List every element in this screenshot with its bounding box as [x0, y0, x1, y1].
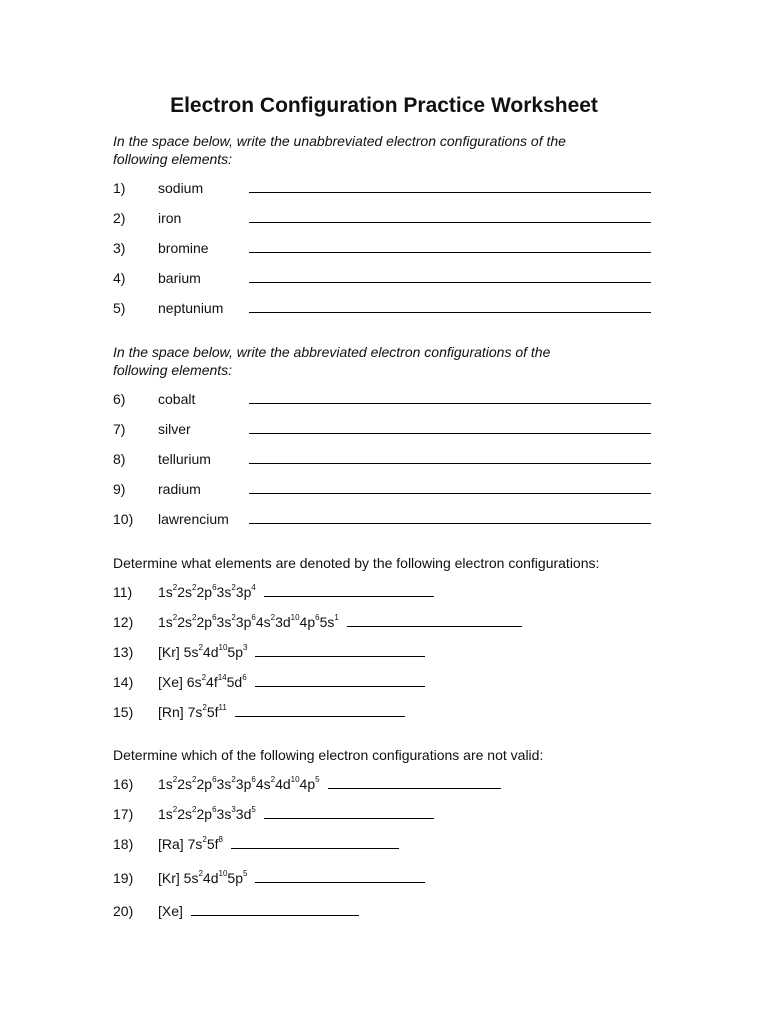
orbital: 2s [177, 776, 193, 792]
electron-count: 2 [198, 643, 203, 653]
question-row [113, 479, 653, 499]
element-name: silver [158, 421, 191, 437]
section2-instruction: In the space below, write the abbreviated electron configurations of the following elements: [113, 344, 551, 378]
orbital: 3s [216, 614, 232, 630]
question-row [113, 268, 653, 288]
electron-count: 6 [212, 583, 217, 593]
question-number: 12) [113, 614, 134, 630]
answer-blank[interactable] [249, 523, 651, 524]
orbital: 3p [235, 614, 252, 630]
orbital: 5s [319, 614, 335, 630]
orbital: 3d [235, 806, 252, 822]
section1-instruction: In the space below, write the unabbreviated electron configurations of the following elements: [113, 133, 566, 167]
page-title: Electron Configuration Practice Worksheet [170, 94, 598, 117]
question-row [113, 901, 653, 921]
question-number: 4) [113, 270, 126, 286]
orbital: [Kr] 5s [158, 870, 199, 886]
orbital: 3s [216, 776, 232, 792]
electron-count: 8 [218, 835, 223, 845]
orbital: [Xe] 6s [158, 674, 202, 690]
electron-count: 3 [242, 643, 248, 653]
answer-blank[interactable] [249, 252, 651, 253]
electron-count: 2 [192, 775, 197, 785]
electron-count: 2 [198, 869, 203, 879]
orbital: 4d [202, 870, 219, 886]
electron-configuration [158, 702, 405, 722]
orbital: 5d [226, 674, 243, 690]
electron-configuration [158, 834, 399, 854]
orbital: 5f [206, 704, 219, 720]
orbital: 1s [158, 584, 173, 600]
orbital: [Xe] [158, 903, 183, 919]
orbital: [Rn] 7s [158, 704, 203, 720]
electron-count: 2 [231, 775, 236, 785]
question-row [113, 612, 653, 632]
orbital: 2p [196, 806, 213, 822]
orbital: 4p [299, 776, 316, 792]
electron-count: 6 [212, 805, 217, 815]
electron-count: 6 [251, 775, 256, 785]
electron-configuration [158, 672, 425, 692]
orbital: 2s [177, 614, 193, 630]
electron-count: 3 [231, 805, 236, 815]
question-row [113, 834, 653, 854]
electron-count: 2 [192, 583, 197, 593]
answer-blank[interactable] [249, 312, 651, 313]
section3-instruction: Determine what elements are denoted by the following electron configurations: [113, 555, 600, 571]
electron-configuration [158, 774, 501, 794]
orbital: [Kr] 5s [158, 644, 199, 660]
answer-blank[interactable] [249, 192, 651, 193]
electron-count: 2 [270, 613, 276, 623]
question-number: 3) [113, 240, 126, 256]
question-number: 20) [113, 903, 134, 919]
answer-blank[interactable] [255, 644, 425, 657]
electron-count: 2 [192, 805, 197, 815]
question-row [113, 389, 653, 409]
question-row [113, 702, 653, 722]
answer-blank[interactable] [249, 433, 651, 434]
answer-blank[interactable] [231, 836, 399, 849]
electron-count: 14 [217, 673, 227, 683]
orbital: 5p [227, 870, 243, 886]
answer-blank[interactable] [328, 776, 501, 789]
orbital: 4p [299, 614, 316, 630]
orbital: 3p [235, 776, 252, 792]
orbital: 4s [255, 776, 271, 792]
answer-blank[interactable] [255, 674, 425, 687]
question-number: 5) [113, 300, 126, 316]
element-name: cobalt [158, 391, 196, 407]
electron-count: 11 [218, 703, 227, 713]
question-number: 7) [113, 421, 126, 437]
electron-configuration [158, 804, 434, 824]
answer-blank[interactable] [347, 614, 522, 627]
question-row [113, 868, 653, 888]
orbital: 4s [255, 614, 271, 630]
electron-count: 2 [172, 583, 178, 593]
orbital: 3p [235, 584, 252, 600]
electron-configuration [158, 642, 425, 662]
answer-blank[interactable] [249, 282, 651, 283]
electron-count: 5 [242, 869, 248, 879]
electron-configuration [158, 901, 359, 921]
orbital: 2p [196, 614, 213, 630]
section4-instruction: Determine which of the following electron configurations are not valid: [113, 747, 544, 763]
question-number: 11) [113, 584, 133, 600]
orbital: 1s [158, 776, 173, 792]
electron-count: 6 [251, 613, 256, 623]
answer-blank[interactable] [249, 493, 651, 494]
question-number: 15) [113, 704, 134, 720]
element-name: bromine [158, 240, 209, 256]
question-number: 6) [113, 391, 126, 407]
element-name: lawrencium [158, 511, 229, 527]
element-name: radium [158, 481, 201, 497]
answer-blank[interactable] [249, 463, 651, 464]
orbital: 3s [216, 584, 232, 600]
question-number: 1) [113, 180, 126, 196]
orbital: 1s [158, 806, 173, 822]
answer-blank[interactable] [249, 222, 651, 223]
electron-count: 4 [251, 583, 256, 593]
answer-blank[interactable] [264, 584, 434, 597]
electron-count: 2 [201, 673, 207, 683]
electron-count: 1 [334, 613, 339, 623]
question-row [113, 774, 653, 794]
question-number: 14) [113, 674, 134, 690]
electron-count: 10 [290, 613, 300, 623]
electron-count: 6 [315, 613, 320, 623]
question-row [113, 238, 653, 258]
question-number: 16) [113, 776, 134, 792]
answer-blank[interactable] [249, 403, 651, 404]
question-row [113, 672, 653, 692]
answer-blank[interactable] [255, 870, 425, 883]
orbital: 2s [177, 806, 193, 822]
electron-count: 2 [172, 805, 178, 815]
orbital: 2s [177, 584, 193, 600]
element-name: iron [158, 210, 182, 226]
question-number: 17) [113, 806, 134, 822]
orbital: 4d [275, 776, 291, 792]
element-name: tellurium [158, 451, 211, 467]
electron-configuration [158, 612, 522, 632]
question-row [113, 178, 653, 198]
orbital: 1s [158, 614, 173, 630]
orbital: 5p [227, 644, 243, 660]
electron-count: 10 [218, 869, 228, 879]
question-row [113, 449, 653, 469]
electron-count: 2 [172, 613, 178, 623]
question-row [113, 208, 653, 228]
question-row [113, 509, 653, 529]
electron-count: 6 [242, 673, 247, 683]
electron-count: 2 [202, 703, 207, 713]
answer-blank[interactable] [191, 903, 359, 916]
orbital: 2p [196, 776, 213, 792]
electron-count: 2 [231, 583, 236, 593]
question-number: 8) [113, 451, 126, 467]
electron-count: 2 [231, 613, 236, 623]
electron-configuration [158, 582, 434, 602]
electron-count: 10 [290, 775, 300, 785]
question-row [113, 298, 653, 318]
orbital: 4d [202, 644, 219, 660]
orbital: [Ra] 7s [158, 836, 203, 852]
orbital: 4f [206, 674, 218, 690]
electron-count: 5 [315, 775, 320, 785]
electron-count: 6 [212, 613, 217, 623]
electron-count: 2 [202, 835, 207, 845]
question-number: 2) [113, 210, 126, 226]
element-name: barium [158, 270, 201, 286]
question-row [113, 419, 653, 439]
question-row [113, 582, 653, 602]
element-name: sodium [158, 180, 204, 196]
electron-count: 2 [192, 613, 197, 623]
question-row [113, 804, 653, 824]
orbital: 3s [216, 806, 232, 822]
question-number: 13) [113, 644, 134, 660]
question-number: 9) [113, 481, 126, 497]
question-number: 10) [113, 511, 134, 527]
orbital: 5f [206, 836, 219, 852]
question-number: 19) [113, 870, 134, 886]
electron-count: 2 [172, 775, 178, 785]
element-name: neptunium [158, 300, 224, 316]
question-row [113, 642, 653, 662]
electron-count: 5 [251, 805, 256, 815]
orbital: 3d [275, 614, 291, 630]
electron-configuration [158, 868, 425, 888]
answer-blank[interactable] [235, 704, 405, 717]
answer-blank[interactable] [264, 806, 434, 819]
electron-count: 10 [218, 643, 228, 653]
orbital: 2p [196, 584, 213, 600]
electron-count: 2 [270, 775, 276, 785]
question-number: 18) [113, 836, 134, 852]
electron-count: 6 [212, 775, 217, 785]
